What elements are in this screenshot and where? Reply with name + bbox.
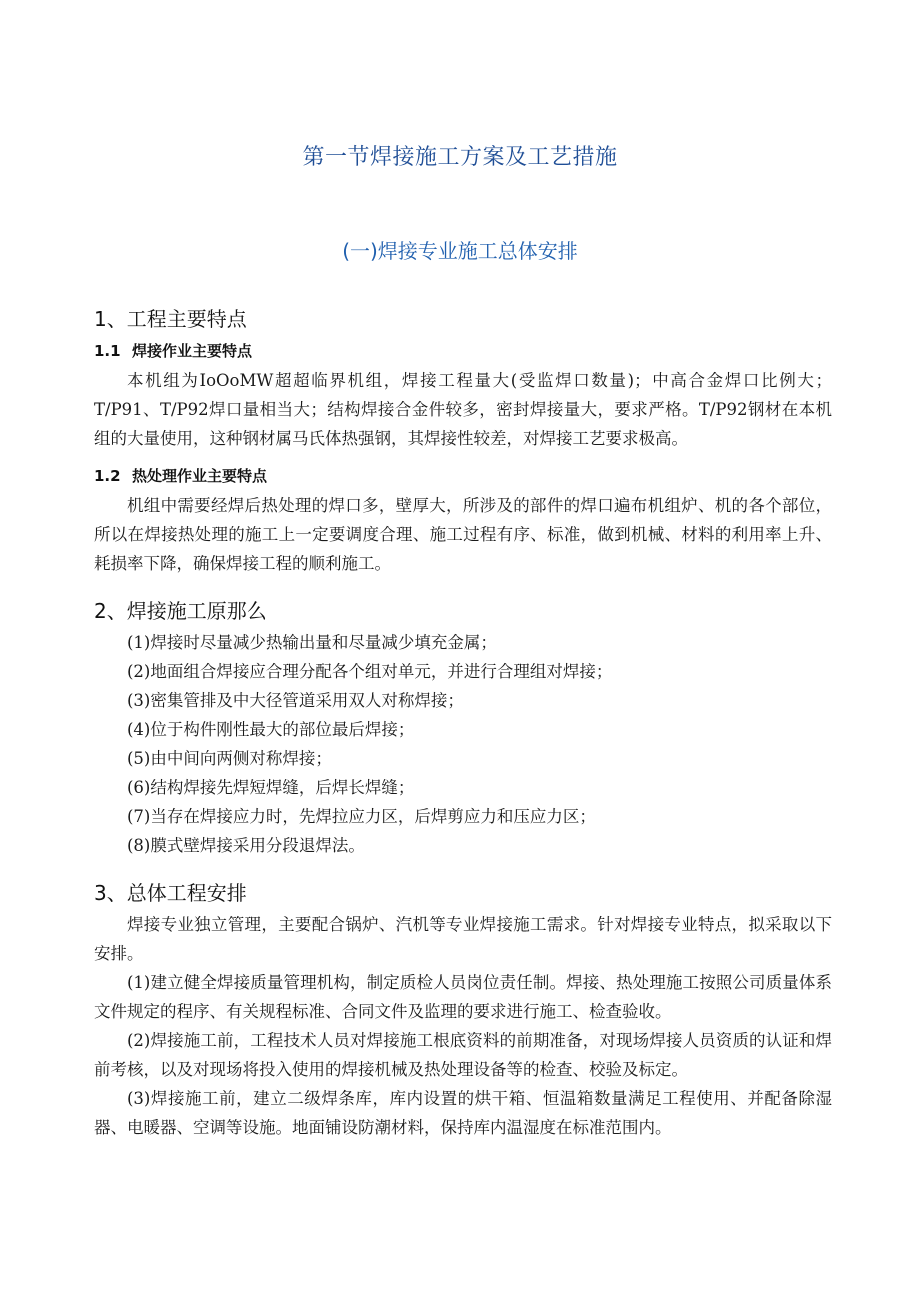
list-item: (5)由中间向两侧对称焊接； (127, 749, 332, 768)
list-item: (8)膜式壁焊接采用分段退焊法。 (127, 836, 365, 855)
heading-project-features: 1、工程主要特点 (94, 307, 247, 331)
paragraph-heat-treatment-features: 机组中需要经焊后热处理的焊口多，壁厚大，所涉及的部件的焊口遍布机组炉、机的各个部位，所以在焊接热处理的施工上一定要调度合理、施工过程有序、标准，做到机械、材料的利用率上升、耗损率下降，确保焊接工程的顺利施工。 (94, 496, 832, 573)
list-item: (6)结构焊接先焊短焊缝，后焊长焊缝； (127, 778, 415, 797)
section-title: 第一节焊接施工方案及工艺措施 (302, 145, 618, 170)
paragraph-arrangement: 焊接专业独立管理，主要配合锅炉、汽机等专业焊接施工需求。针对焊接专业特点，拟采取以下安排。 (94, 915, 832, 963)
subheading-number: 1.2 (94, 467, 121, 485)
list-item: (3)密集管排及中大径管道采用双人对称焊接； (127, 691, 464, 710)
subheading-welding-features (94, 336, 832, 366)
subheading-label: 焊接作业主要特点 (132, 342, 253, 360)
paragraph-arrangement: (1)建立健全焊接质量管理机构，制定质检人员岗位责任制。焊接、热处理施工按照公司质量体系文件规定的程序、有关规程标准、合同文件及监理的要求进行施工、检查验收。 (94, 973, 832, 1021)
list-item: (7)当存在焊接应力时，先焊拉应力区，后焊剪应力和压应力区； (127, 807, 596, 826)
heading-overall-arrangement: 3、总体工程安排 (94, 881, 247, 905)
document-body (94, 302, 832, 1142)
subheading-number: 1.1 (94, 342, 121, 360)
list-item: (2)地面组合焊接应合理分配各个组对单元，并进行合理组对焊接； (127, 662, 613, 681)
list-item: (1)焊接时尽量减少热输出量和尽量减少填充金属； (127, 633, 497, 652)
paragraph-arrangement: (2)焊接施工前，工程技术人员对焊接施工根底资料的前期准备，对现场焊接人员资质的认证和焊前考核，以及对现场将投入使用的焊接机械及热处理设备等的检查、校验及标定。 (94, 1031, 832, 1079)
list-item: (4)位于构件刚性最大的部位最后焊接； (127, 720, 415, 739)
paragraph-welding-features: 本机组为IoOoMW超超临界机组，焊接工程量大(受监焊口数量)；中高合金焊口比例大；T/P91、T/P92焊口量相当大；结构焊接合金件较多，密封焊接量大，要求严格。T/P92钢材在本机组的大量使用，这种钢材属马氏体热强钢，其焊接性较差，对焊接工艺要求极高。 (94, 371, 832, 448)
subheading-label: 热处理作业主要特点 (132, 467, 268, 485)
section-subtitle: (一)焊接专业施工总体安排 (342, 239, 578, 263)
paragraph-arrangement: (3)焊接施工前，建立二级焊条库，库内设置的烘干箱、恒温箱数量满足工程使用、并配备除湿器、电暖器、空调等设施。地面铺设防潮材料，保持库内温湿度在标准范围内。 (94, 1089, 832, 1137)
subheading-heat-treatment-features (94, 461, 832, 491)
heading-welding-principles: 2、焊接施工原那么 (94, 599, 267, 623)
